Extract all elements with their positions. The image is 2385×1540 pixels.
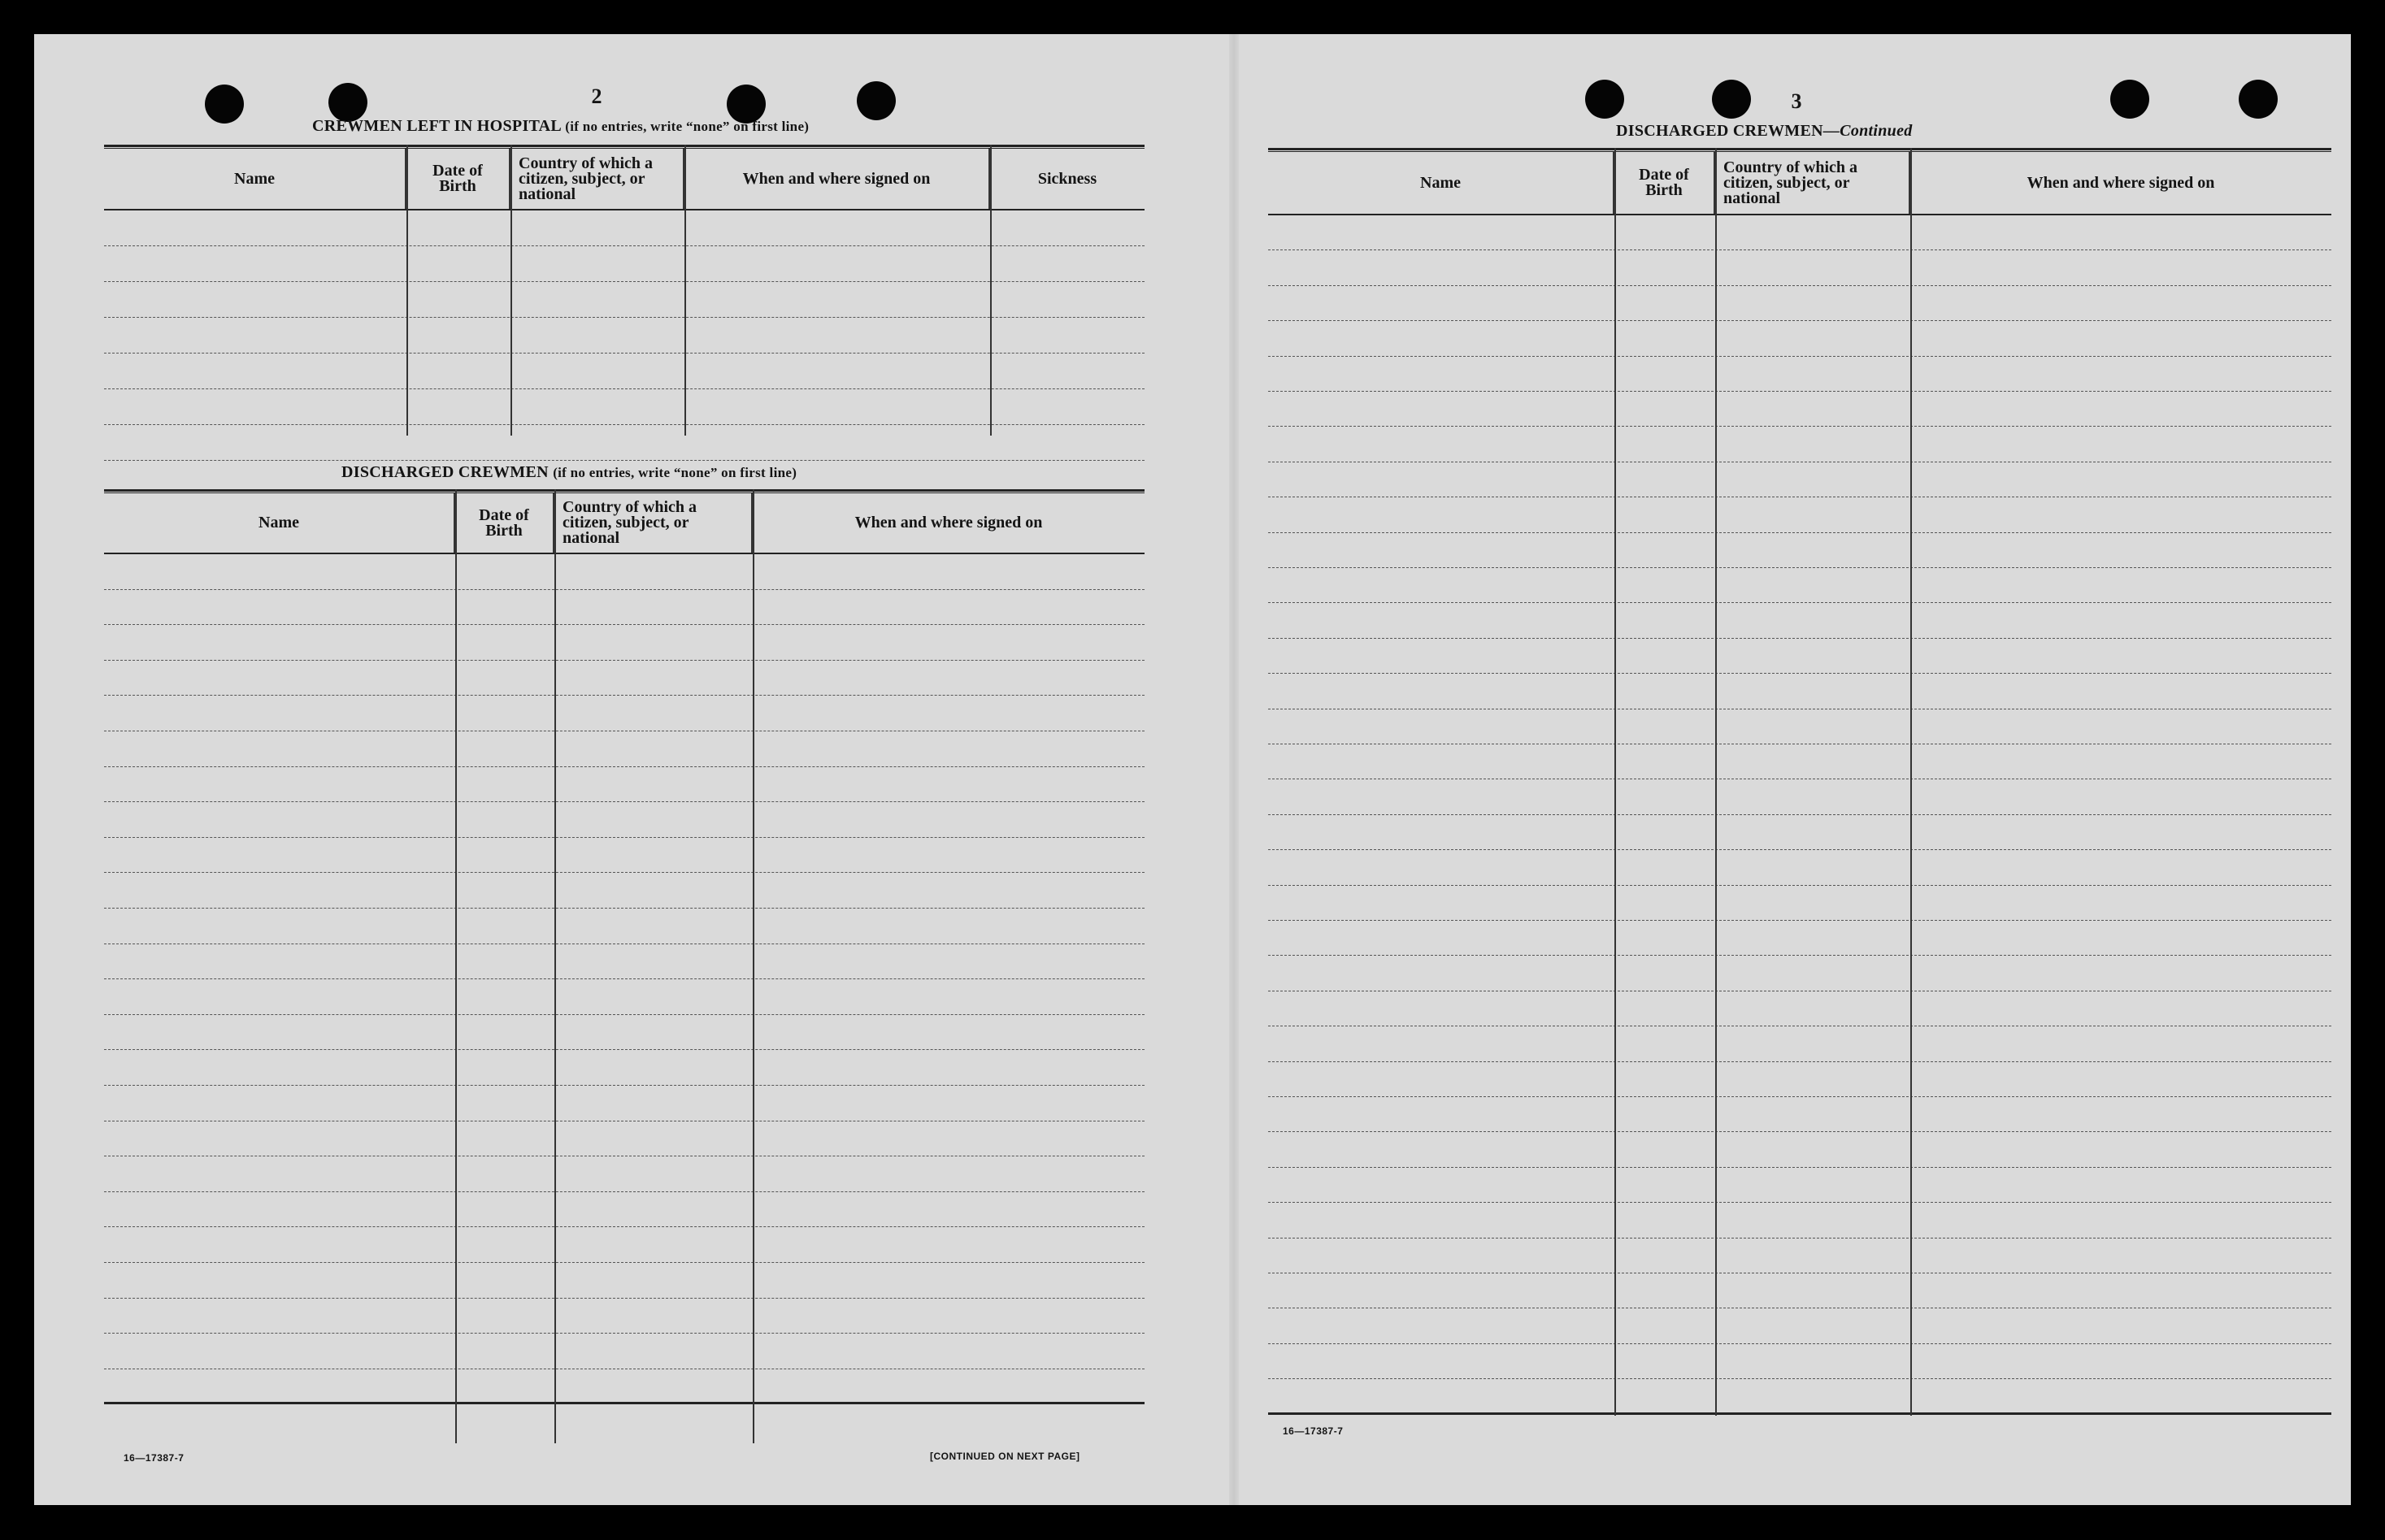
col-header-when-where: When and where signed on: [854, 514, 1043, 531]
punch-hole: [205, 85, 244, 124]
table-row: [104, 354, 1145, 389]
table-row: [104, 1334, 1145, 1369]
hospital-section-title: [312, 117, 809, 136]
column-divider: [1715, 148, 1717, 1416]
table-row: [104, 979, 1145, 1015]
table-row: [1268, 850, 2331, 885]
discharged-section-title: [341, 463, 797, 482]
table-row: [104, 909, 1145, 944]
table-row: [104, 318, 1145, 354]
table-row: [1268, 1379, 2331, 1414]
table-row: [104, 590, 1145, 626]
page-number-left: 2: [591, 85, 602, 108]
table-row: [1268, 1273, 2331, 1308]
table-row: [1268, 1168, 2331, 1203]
table-row: [104, 873, 1145, 909]
column-divider: [753, 489, 754, 1443]
col-header-sickness: Sickness: [1037, 169, 1097, 188]
punch-hole: [857, 81, 896, 120]
table-row: [104, 1050, 1145, 1086]
table-row: [104, 425, 1145, 461]
table-row: [104, 554, 1145, 590]
discharged-right-body: [1268, 215, 2331, 1416]
col-header-date-of-birth: Date of Birth: [406, 149, 510, 209]
col-header-name: Name: [104, 493, 455, 553]
col-header-date-of-birth: Date of Birth: [455, 493, 554, 553]
table-row: [104, 625, 1145, 661]
table-row: [104, 1263, 1145, 1299]
table-row: [104, 1299, 1145, 1334]
table-row: [1268, 991, 2331, 1026]
table-row: [1268, 215, 2331, 250]
table-row: [104, 731, 1145, 767]
punch-hole: [2110, 80, 2149, 119]
table-row: [1268, 639, 2331, 674]
table-row: [104, 1086, 1145, 1121]
table-row: [104, 282, 1145, 318]
table-row: [1268, 744, 2331, 779]
table-row: [104, 838, 1145, 874]
table-header: [104, 493, 1145, 554]
table-row: [1268, 1344, 2331, 1379]
table-row: [104, 1369, 1145, 1405]
table-row: [1268, 1026, 2331, 1061]
table-row: [1268, 921, 2331, 956]
punch-hole: [328, 83, 367, 122]
table-row: [1268, 357, 2331, 392]
table-row: [104, 696, 1145, 731]
table-row: [1268, 533, 2331, 568]
form-number-right: 16—17387-7: [1283, 1425, 1344, 1437]
table-row: [1268, 1132, 2331, 1167]
table-row: [1268, 250, 2331, 285]
hospital-title-text: CREWMEN LEFT IN HOSPITAL: [312, 117, 561, 135]
col-header-country: Country of which a citizen, subject, or national: [510, 149, 684, 209]
table-header: [104, 149, 1145, 210]
table-row: [1268, 568, 2331, 603]
col-header-when-where: When and where signed on: [2027, 173, 2215, 192]
col-header-name: Name: [104, 149, 406, 209]
table-row: [1268, 674, 2331, 709]
discharged-continued-title-text: DISCHARGED CREWMEN: [1616, 122, 1823, 140]
col-header-country: Country of which a citizen, subject, or national: [554, 493, 753, 553]
column-divider: [990, 145, 992, 436]
table-row: [1268, 886, 2331, 921]
table-row: [104, 661, 1145, 696]
table-row: [1268, 462, 2331, 497]
discharged-title-note: (if no entries, write “none” on first line): [553, 465, 797, 480]
table-row: [1268, 392, 2331, 427]
hospital-table-body: [104, 210, 1145, 470]
table-row: [1268, 1062, 2331, 1097]
table-row: [1268, 815, 2331, 850]
column-divider: [1910, 148, 1912, 1416]
page-fold: [1229, 34, 1239, 1505]
continued-note: [CONTINUED ON NEXT PAGE]: [930, 1451, 1080, 1462]
discharged-table-right: [1268, 148, 2331, 1416]
table-row: [104, 1156, 1145, 1192]
table-row: [1268, 1308, 2331, 1343]
table-row: [1268, 709, 2331, 744]
punch-hole: [1585, 80, 1624, 119]
column-divider: [684, 145, 686, 436]
table-row: [1268, 321, 2331, 356]
table-row: [104, 210, 1145, 246]
column-divider: [406, 145, 408, 436]
table-row: [1268, 497, 2331, 532]
table-row: [1268, 603, 2331, 638]
hospital-table: [104, 145, 1145, 470]
table-row: [104, 1192, 1145, 1228]
table-row: [1268, 1239, 2331, 1273]
table-row: [104, 1227, 1145, 1263]
table-row: [1268, 1097, 2331, 1132]
column-divider: [554, 489, 556, 1443]
table-row: [104, 944, 1145, 980]
table-row: [1268, 1203, 2331, 1238]
column-divider: [455, 489, 457, 1443]
col-header-country: Country of which a citizen, subject, or national: [1715, 152, 1910, 214]
table-row: [104, 389, 1145, 425]
table-row: [104, 1015, 1145, 1051]
punch-hole: [2239, 80, 2278, 119]
table-row: [104, 246, 1145, 282]
column-divider: [1614, 148, 1616, 1416]
table-row: [104, 767, 1145, 803]
table-row: [1268, 427, 2331, 462]
discharged-continued-suffix: —Continued: [1822, 122, 1913, 140]
page-number-right: 3: [1791, 89, 1802, 113]
document-sheet: [34, 34, 2351, 1505]
table-row: [1268, 286, 2331, 321]
table-row: [1268, 956, 2331, 991]
discharged-title-text: DISCHARGED CREWMEN: [341, 463, 549, 481]
table-row: [104, 1121, 1145, 1157]
form-number-left: 16—17387-7: [124, 1452, 185, 1464]
col-header-when-where: When and where signed on: [684, 149, 990, 209]
punch-hole: [1712, 80, 1751, 119]
column-divider: [510, 145, 512, 436]
table-row: [1268, 779, 2331, 814]
hospital-title-note: (if no entries, write “none” on first line): [565, 119, 810, 134]
discharged-continued-title: [1616, 122, 1913, 141]
col-header-date-of-birth: Date of Birth: [1614, 152, 1715, 214]
col-header-name: Name: [1268, 152, 1614, 214]
discharged-left-body: [104, 554, 1145, 1445]
table-header: [1268, 152, 2331, 215]
discharged-table-left: [104, 489, 1145, 1445]
table-row: [104, 802, 1145, 838]
